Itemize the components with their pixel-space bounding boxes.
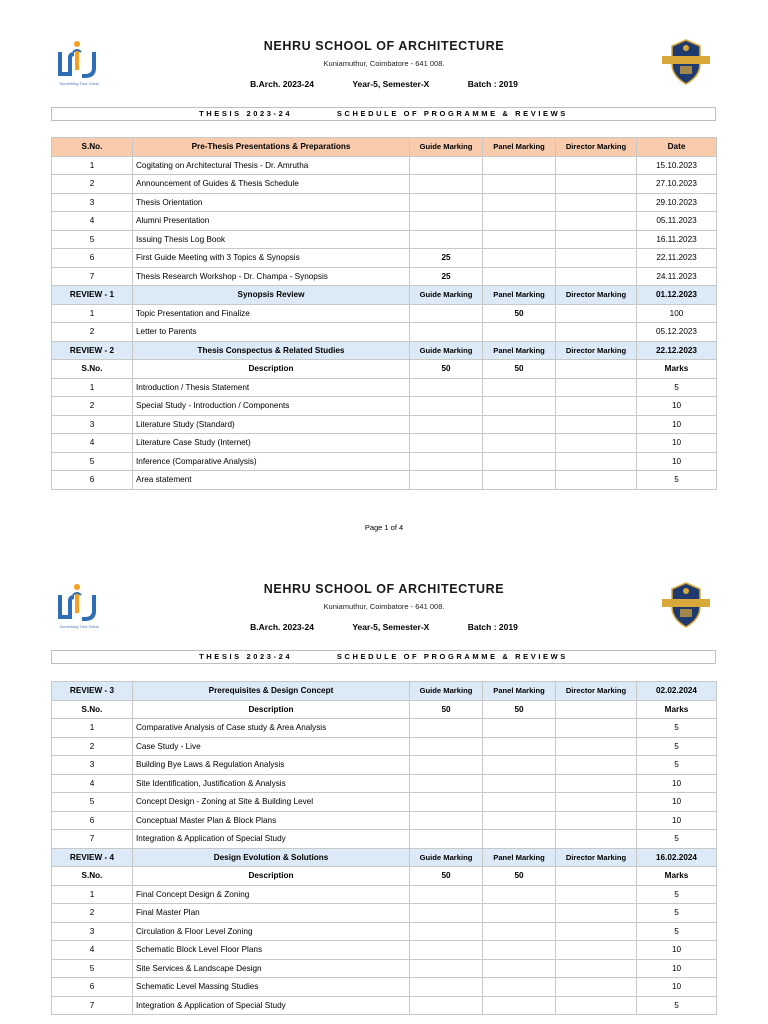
row-sno: 2	[52, 175, 133, 194]
row-director	[556, 434, 637, 453]
row-marks: 5	[637, 830, 717, 849]
row-date: 16.11.2023	[637, 230, 717, 249]
column-header-guide: Guide Marking	[410, 341, 483, 360]
row-panel	[483, 267, 556, 286]
review-3-panel-max: 50	[483, 700, 556, 719]
row-marks: 10	[637, 811, 717, 830]
row-item: Cogitating on Architectural Thesis - Dr. Amrutha	[133, 156, 410, 175]
row-marks: 5	[637, 471, 717, 490]
row-panel	[483, 996, 556, 1015]
row-panel	[483, 922, 556, 941]
row-marks: 5	[637, 996, 717, 1015]
table-row	[52, 452, 717, 471]
row-marks: 5	[637, 885, 717, 904]
column-header-date: Date	[637, 138, 717, 157]
row-director	[556, 793, 637, 812]
row-guide	[410, 212, 483, 231]
row-guide	[410, 885, 483, 904]
review-4-date: 16.02.2024	[637, 848, 717, 867]
column-header-panel: Panel Marking	[483, 848, 556, 867]
subheader-description: Description	[133, 700, 410, 719]
table-row	[52, 756, 717, 775]
column-header-panel: Panel Marking	[483, 682, 556, 701]
row-sno: 4	[52, 212, 133, 231]
row-director	[556, 249, 637, 268]
row-item: Schematic Level Massing Studies	[133, 978, 410, 997]
row-guide	[410, 434, 483, 453]
row-guide	[410, 959, 483, 978]
row-director	[556, 415, 637, 434]
row-director	[556, 885, 637, 904]
review-2-guide-max: 50	[410, 360, 483, 379]
row-item: Integration & Application of Special Study	[133, 830, 410, 849]
table-row	[52, 811, 717, 830]
row-guide	[410, 397, 483, 416]
review-3-title: Prerequisites & Design Concept	[133, 682, 410, 701]
row-panel	[483, 230, 556, 249]
row-sno: 4	[52, 774, 133, 793]
school-address: Kuniamuthur, Coimbatore - 641 008.	[323, 59, 445, 68]
row-director	[556, 471, 637, 490]
row-item: Literature Case Study (Internet)	[133, 434, 410, 453]
review-1-header-row	[52, 286, 717, 305]
row-item: Topic Presentation and Finalize	[133, 304, 410, 323]
review-3-subheader-row	[52, 700, 717, 719]
row-panel	[483, 471, 556, 490]
subheader-director-empty	[556, 867, 637, 886]
row-guide	[410, 756, 483, 775]
review-3-date: 02.02.2024	[637, 682, 717, 701]
schedule-table-page-1	[51, 137, 717, 490]
row-panel	[483, 249, 556, 268]
row-item: Thesis Research Workshop - Dr. Champa - Synopsis	[133, 267, 410, 286]
table-row	[52, 175, 717, 194]
row-guide	[410, 230, 483, 249]
row-guide	[410, 904, 483, 923]
row-marks: 10	[637, 941, 717, 960]
row-item: Circulation & Floor Level Zoning	[133, 922, 410, 941]
banner-schedule-title: SCHEDULE OF PROGRAMME & REVIEWS	[336, 109, 568, 118]
document-page-2	[0, 543, 768, 1024]
row-sno: 1	[52, 156, 133, 175]
row-sno: 5	[52, 959, 133, 978]
row-panel	[483, 941, 556, 960]
subheader-sno: S.No.	[52, 867, 133, 886]
row-item: Alumni Presentation	[133, 212, 410, 231]
row-panel	[483, 959, 556, 978]
row-item: Introduction / Thesis Statement	[133, 378, 410, 397]
row-item: Conceptual Master Plan & Block Plans	[133, 811, 410, 830]
row-guide	[410, 471, 483, 490]
row-director	[556, 774, 637, 793]
row-guide	[410, 830, 483, 849]
review-4-label: REVIEW - 4	[52, 848, 133, 867]
table-row	[52, 737, 717, 756]
row-panel: 50	[483, 304, 556, 323]
row-panel	[483, 193, 556, 212]
row-sno: 2	[52, 904, 133, 923]
row-guide	[410, 304, 483, 323]
column-header-sno: S.No.	[52, 138, 133, 157]
table-row	[52, 230, 717, 249]
year-semester-label: Year-5, Semester-X	[352, 622, 430, 632]
row-director	[556, 959, 637, 978]
row-marks: 10	[637, 434, 717, 453]
table-row	[52, 415, 717, 434]
subheader-sno: S.No.	[52, 360, 133, 379]
page-number: Page 1 of 4	[364, 523, 404, 532]
row-director	[556, 323, 637, 342]
column-header-director: Director Marking	[556, 341, 637, 360]
row-sno: 1	[52, 304, 133, 323]
review-2-header-row	[52, 341, 717, 360]
row-sno: 2	[52, 397, 133, 416]
schedule-table-page-2	[51, 681, 717, 1015]
row-item: Area statement	[133, 471, 410, 490]
row-director	[556, 811, 637, 830]
row-sno: 6	[52, 978, 133, 997]
row-sno: 4	[52, 941, 133, 960]
row-item: Announcement of Guides & Thesis Schedule	[133, 175, 410, 194]
program-label: B.Arch. 2023-24	[250, 79, 314, 89]
row-marks: 10	[637, 415, 717, 434]
table-row	[52, 378, 717, 397]
review-1-date: 01.12.2023	[637, 286, 717, 305]
table-row	[52, 793, 717, 812]
row-director	[556, 267, 637, 286]
column-header-guide: Guide Marking	[410, 848, 483, 867]
row-panel	[483, 904, 556, 923]
row-item: Final Concept Design & Zoning	[133, 885, 410, 904]
row-panel	[483, 378, 556, 397]
table-row	[52, 249, 717, 268]
row-item: Building Bye Laws & Regulation Analysis	[133, 756, 410, 775]
row-panel	[483, 978, 556, 997]
row-date: 24.11.2023	[637, 267, 717, 286]
review-4-panel-max: 50	[483, 867, 556, 886]
column-header-panel: Panel Marking	[483, 341, 556, 360]
subheader-description: Description	[133, 867, 410, 886]
row-director	[556, 904, 637, 923]
review-3-header-row	[52, 682, 717, 701]
review-3-guide-max: 50	[410, 700, 483, 719]
review-1-title: Synopsis Review	[133, 286, 410, 305]
review-1-label: REVIEW - 1	[52, 286, 133, 305]
row-item: Literature Study (Standard)	[133, 415, 410, 434]
row-panel	[483, 434, 556, 453]
row-sno: 6	[52, 249, 133, 268]
row-date: 22.11.2023	[637, 249, 717, 268]
column-header-director: Director Marking	[556, 286, 637, 305]
row-director	[556, 175, 637, 194]
row-guide	[410, 941, 483, 960]
row-item: First Guide Meeting with 3 Topics & Synopsis	[133, 249, 410, 268]
schedule-banner	[51, 107, 716, 121]
row-sno: 1	[52, 719, 133, 738]
row-guide	[410, 811, 483, 830]
row-date: 100	[637, 304, 717, 323]
row-item: Concept Design - Zoning at Site & Building Level	[133, 793, 410, 812]
table-row	[52, 922, 717, 941]
row-sno: 6	[52, 811, 133, 830]
row-guide	[410, 323, 483, 342]
logo-tagline: Something True Great	[59, 624, 99, 629]
row-sno: 7	[52, 996, 133, 1015]
row-panel	[483, 756, 556, 775]
table-row	[52, 323, 717, 342]
row-panel	[483, 793, 556, 812]
subheader-director-empty	[556, 360, 637, 379]
program-label: B.Arch. 2023-24	[250, 622, 314, 632]
table-row	[52, 774, 717, 793]
table-row	[52, 267, 717, 286]
row-sno: 6	[52, 471, 133, 490]
review-2-subheader-row	[52, 360, 717, 379]
row-item: Site Identification, Justification & Analysis	[133, 774, 410, 793]
course-info	[0, 622, 768, 632]
row-sno: 3	[52, 922, 133, 941]
row-guide	[410, 193, 483, 212]
review-2-panel-max: 50	[483, 360, 556, 379]
row-item: Issuing Thesis Log Book	[133, 230, 410, 249]
table-row	[52, 959, 717, 978]
row-director	[556, 452, 637, 471]
table-row	[52, 941, 717, 960]
row-director	[556, 230, 637, 249]
table-row	[52, 904, 717, 923]
subheader-description: Description	[133, 360, 410, 379]
row-sno: 3	[52, 415, 133, 434]
row-guide	[410, 156, 483, 175]
row-item: Case Study - Live	[133, 737, 410, 756]
row-sno: 7	[52, 830, 133, 849]
school-address: Kuniamuthur, Coimbatore - 641 008.	[323, 602, 445, 611]
row-guide	[410, 996, 483, 1015]
row-sno: 1	[52, 378, 133, 397]
row-item: Inference (Comparative Analysis)	[133, 452, 410, 471]
column-header-guide: Guide Marking	[410, 286, 483, 305]
row-sno: 3	[52, 193, 133, 212]
banner-thesis-year: THESIS 2023-24	[199, 109, 293, 118]
subheader-marks: Marks	[637, 360, 717, 379]
row-guide	[410, 978, 483, 997]
row-marks: 5	[637, 756, 717, 775]
table-row	[52, 719, 717, 738]
course-info	[0, 79, 768, 89]
row-sno: 5	[52, 452, 133, 471]
review-4-header-row	[52, 848, 717, 867]
row-guide	[410, 719, 483, 738]
row-marks: 10	[637, 452, 717, 471]
row-sno: 5	[52, 230, 133, 249]
row-marks: 5	[637, 904, 717, 923]
row-panel	[483, 830, 556, 849]
row-date: 15.10.2023	[637, 156, 717, 175]
row-guide	[410, 737, 483, 756]
row-guide: 25	[410, 267, 483, 286]
review-4-guide-max: 50	[410, 867, 483, 886]
row-panel	[483, 415, 556, 434]
row-date: 29.10.2023	[637, 193, 717, 212]
review-2-title: Thesis Conspectus & Related Studies	[133, 341, 410, 360]
column-header-panel: Panel Marking	[483, 286, 556, 305]
row-sno: 7	[52, 267, 133, 286]
row-guide	[410, 452, 483, 471]
table-row	[52, 885, 717, 904]
row-item: Integration & Application of Special Study	[133, 996, 410, 1015]
row-director	[556, 378, 637, 397]
table-row	[52, 471, 717, 490]
row-director	[556, 397, 637, 416]
subheader-sno: S.No.	[52, 700, 133, 719]
row-director	[556, 922, 637, 941]
review-3-label: REVIEW - 3	[52, 682, 133, 701]
row-item: Comparative Analysis of Case study & Area Analysis	[133, 719, 410, 738]
row-guide	[410, 175, 483, 194]
row-marks: 5	[637, 378, 717, 397]
row-panel	[483, 212, 556, 231]
row-panel	[483, 175, 556, 194]
row-item: Special Study - Introduction / Components	[133, 397, 410, 416]
row-panel	[483, 885, 556, 904]
school-name: NEHRU SCHOOL OF ARCHITECTURE	[263, 582, 505, 596]
row-marks: 5	[637, 719, 717, 738]
table-row	[52, 996, 717, 1015]
row-director	[556, 212, 637, 231]
pre-thesis-section-title: Pre-Thesis Presentations & Preparations	[133, 138, 410, 157]
review-2-label: REVIEW - 2	[52, 341, 133, 360]
batch-label: Batch : 2019	[467, 622, 518, 632]
row-director	[556, 996, 637, 1015]
row-director	[556, 941, 637, 960]
row-director	[556, 193, 637, 212]
subheader-marks: Marks	[637, 867, 717, 886]
row-panel	[483, 156, 556, 175]
row-guide	[410, 922, 483, 941]
row-director	[556, 719, 637, 738]
row-sno: 1	[52, 885, 133, 904]
row-director	[556, 156, 637, 175]
column-header-director: Director Marking	[556, 138, 637, 157]
row-director	[556, 737, 637, 756]
row-sno: 2	[52, 737, 133, 756]
batch-label: Batch : 2019	[467, 79, 518, 89]
table-row	[52, 434, 717, 453]
row-guide	[410, 774, 483, 793]
row-guide	[410, 793, 483, 812]
subheader-director-empty	[556, 700, 637, 719]
column-header-guide: Guide Marking	[410, 682, 483, 701]
table-row	[52, 156, 717, 175]
review-2-date: 22.12.2023	[637, 341, 717, 360]
row-guide: 25	[410, 249, 483, 268]
review-4-title: Design Evolution & Solutions	[133, 848, 410, 867]
school-name: NEHRU SCHOOL OF ARCHITECTURE	[263, 39, 505, 53]
row-director	[556, 830, 637, 849]
table-row	[52, 193, 717, 212]
row-director	[556, 978, 637, 997]
row-item: Site Services & Landscape Design	[133, 959, 410, 978]
row-panel	[483, 397, 556, 416]
row-sno: 5	[52, 793, 133, 812]
column-header-director: Director Marking	[556, 682, 637, 701]
schedule-banner	[51, 650, 716, 664]
row-marks: 10	[637, 959, 717, 978]
row-sno: 3	[52, 756, 133, 775]
column-header-panel: Panel Marking	[483, 138, 556, 157]
row-director	[556, 304, 637, 323]
row-marks: 10	[637, 774, 717, 793]
row-marks: 10	[637, 978, 717, 997]
row-guide	[410, 415, 483, 434]
row-panel	[483, 774, 556, 793]
row-item: Thesis Orientation	[133, 193, 410, 212]
row-date: 05.12.2023	[637, 323, 717, 342]
row-panel	[483, 452, 556, 471]
banner-thesis-year: THESIS 2023-24	[199, 652, 293, 661]
row-marks: 5	[637, 737, 717, 756]
row-marks: 5	[637, 922, 717, 941]
banner-schedule-title: SCHEDULE OF PROGRAMME & REVIEWS	[336, 652, 568, 661]
table-row	[52, 397, 717, 416]
row-item: Final Master Plan	[133, 904, 410, 923]
row-panel	[483, 719, 556, 738]
row-marks: 10	[637, 397, 717, 416]
column-header-guide: Guide Marking	[410, 138, 483, 157]
row-item: Letter to Parents	[133, 323, 410, 342]
review-4-subheader-row	[52, 867, 717, 886]
table-row	[52, 304, 717, 323]
row-guide	[410, 378, 483, 397]
year-semester-label: Year-5, Semester-X	[352, 79, 430, 89]
row-panel	[483, 811, 556, 830]
column-header-director: Director Marking	[556, 848, 637, 867]
table-row	[52, 978, 717, 997]
row-item: Schematic Block Level Floor Plans	[133, 941, 410, 960]
row-sno: 2	[52, 323, 133, 342]
subheader-marks: Marks	[637, 700, 717, 719]
table-row	[52, 212, 717, 231]
row-panel	[483, 737, 556, 756]
row-panel	[483, 323, 556, 342]
row-director	[556, 756, 637, 775]
table-row	[52, 830, 717, 849]
pre-thesis-header-row	[52, 138, 717, 157]
row-marks: 10	[637, 793, 717, 812]
row-date: 05.11.2023	[637, 212, 717, 231]
logo-tagline: Something True Great	[59, 81, 99, 86]
row-date: 27.10.2023	[637, 175, 717, 194]
row-sno: 4	[52, 434, 133, 453]
